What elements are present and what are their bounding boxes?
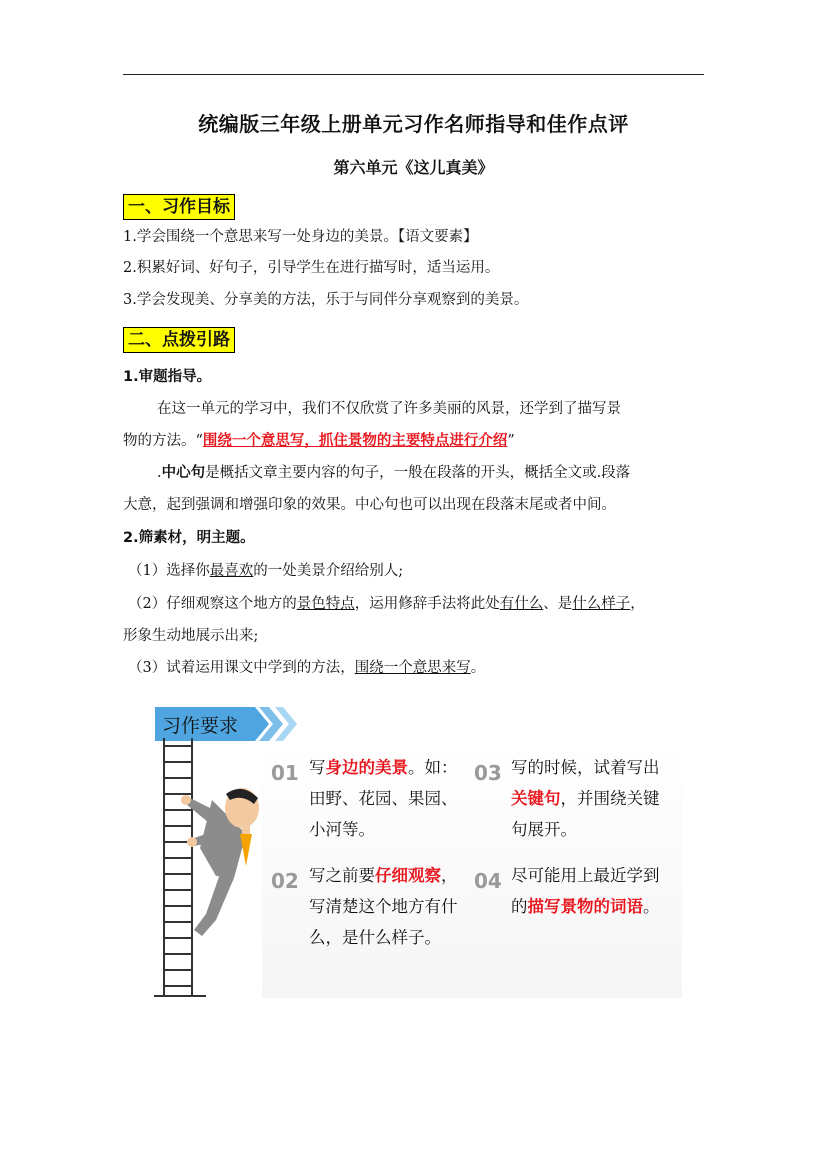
req-1-a: 写: [309, 758, 326, 777]
step-3-underline: 围绕一个意思来写: [354, 660, 471, 676]
paragraph-1-line-1: 在这一单元的学习中，我们不仅欣赏了许多美丽的风景，还学到了描写景: [157, 401, 621, 417]
req-1-b: 。如：田野、花园、果园、小河等。: [309, 758, 458, 839]
page-subtitle: 第六单元《这儿真美》: [333, 158, 494, 177]
step-3-post: 。: [470, 660, 486, 676]
step-2-line-2: 形象生动地展示出来;: [123, 628, 259, 644]
req-4-b: 。: [643, 897, 660, 916]
p1-text-pre: 物的方法。“: [123, 433, 203, 449]
subsection-title-2: 2.筛素材，明主题。: [123, 530, 255, 546]
req-number-3: 03: [474, 761, 502, 785]
goal-item-1: 1.学会围绕一个意思来写一处身边的美景。【语文要素】: [123, 229, 478, 245]
req-text-4: [511, 860, 661, 922]
req-number-2: 02: [271, 869, 299, 893]
step-1: [128, 561, 403, 581]
paragraph-2-line-1: [157, 463, 630, 483]
step-2-post: ，: [630, 596, 645, 612]
req-text-3: [511, 752, 661, 845]
header-rule: [123, 74, 704, 75]
p2-rest: 是概括文章主要内容的句子，一般在段落的开头，概括全文或.段落: [205, 465, 631, 481]
req-4-highlight: 描写景物的词语: [527, 897, 643, 916]
step-2-underline-3: 什么样子: [572, 596, 631, 612]
req-4-a: 尽可能用上最近学到的: [511, 866, 660, 916]
req-3-a: 写的时候，试着写出: [511, 758, 660, 777]
req-2-highlight: 仔细观察: [375, 866, 441, 885]
step-2-underline-2: 有什么: [499, 596, 544, 612]
p2-keyword: 中心句: [161, 465, 206, 481]
page-title: 统编版三年级上册单元习作名师指导和佳作点评: [198, 112, 629, 136]
p1-text-post: ”: [507, 433, 515, 449]
p1-highlight: 围绕一个意思写，抓住景物的主要特点进行介绍: [202, 433, 508, 449]
step-2-pre: （2）仔细观察这个地方的: [128, 596, 297, 612]
section-heading-goals: 一、习作目标: [123, 194, 235, 220]
section-heading-guidance: 二、点拨引路: [123, 327, 235, 353]
step-3: [128, 658, 485, 678]
goal-item-3: 3.学会发现美、分享美的方法，乐于与同伴分享观察到的美景。: [123, 292, 529, 308]
requirements-tag-label: 习作要求: [162, 715, 239, 737]
req-text-2: [309, 860, 459, 953]
step-1-post: 的一处美景介绍给别人;: [253, 563, 404, 579]
subsection-title-1: 1.审题指导。: [123, 369, 212, 385]
step-2-underline-1: 景色特点: [296, 596, 355, 612]
step-2-mid-2: 、是: [543, 596, 573, 612]
req-text-1: [309, 752, 465, 845]
p2-dot: .: [157, 465, 162, 481]
step-3-pre: （3）试着运用课文中学到的方法，: [128, 660, 355, 676]
paragraph-1-line-2: [123, 431, 515, 451]
step-1-pre: （1）选择你: [128, 563, 210, 579]
req-number-1: 01: [271, 761, 299, 785]
req-3-b: ，并围绕关键句展开。: [511, 789, 660, 839]
goal-item-2: 2.积累好词、好句子，引导学生在进行描写时，适当运用。: [123, 260, 500, 276]
req-1-highlight: 身边的美景: [325, 758, 408, 777]
req-3-highlight: 关键句: [511, 789, 561, 808]
req-number-4: 04: [474, 869, 502, 893]
req-2-a: 写之前要: [309, 866, 375, 885]
step-2-mid-1: ，运用修辞手法将此处: [354, 596, 500, 612]
req-2-b: ，写清楚这个地方有什么，是什么样子。: [309, 866, 458, 947]
step-2: [128, 594, 645, 614]
ladder-climber-illustration: [150, 738, 270, 1000]
paragraph-2-line-2: 大意，起到强调和增强印象的效果。中心句也可以出现在段落末尾或者中间。: [123, 497, 616, 513]
step-1-underline: 最喜欢: [209, 563, 254, 579]
